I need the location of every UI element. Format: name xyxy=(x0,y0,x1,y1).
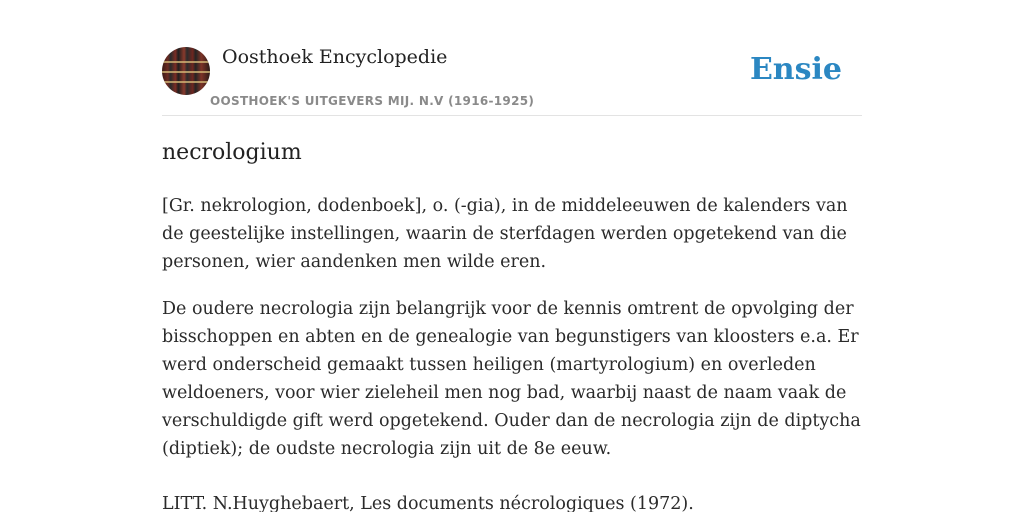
page xyxy=(162,0,862,512)
encyclopedia-avatar[interactable] xyxy=(162,47,210,95)
book-spine-band xyxy=(162,71,210,73)
book-spine-band xyxy=(162,61,210,63)
entry-paragraph: De oudere necrologia zijn belangrijk voor de kennis omtrent de opvolging der bisschoppen en abten en de genealogie van begunstigers van kloosters e.a. Er werd onderscheid gemaakt tussen heiligen (martyrologium) en overleden weldoeners, voor wier zieleheil men nog bad, waarbij naast de naam vaak de verschuldigde gift werd opgetekend. Ouder dan de necrologia zijn de diptycha (diptiek); de oudste necrologia zijn uit de 8e eeuw. xyxy=(162,299,861,459)
ensie-logo-link[interactable]: Ensie xyxy=(749,52,842,87)
entry-title: necrologium xyxy=(162,140,302,165)
header xyxy=(162,0,862,116)
entry-paragraph: [Gr. nekrologion, dodenboek], o. (-gia), in de middeleeuwen de kalenders van de geestelijke instellingen, waarin de sterfdagen werden opgetekend van die personen, wier aandenken men wilde eren. xyxy=(162,196,848,272)
book-spine-band xyxy=(162,81,210,83)
encyclopedia-title-link[interactable]: Oosthoek Encyclopedie xyxy=(222,46,448,68)
publisher-label: OOSTHOEK'S UITGEVERS MIJ. N.V (1916-1925) xyxy=(210,94,535,108)
literature-reference: LITT. N.Huyghebaert, Les documents nécrologiques (1972). xyxy=(162,494,694,512)
